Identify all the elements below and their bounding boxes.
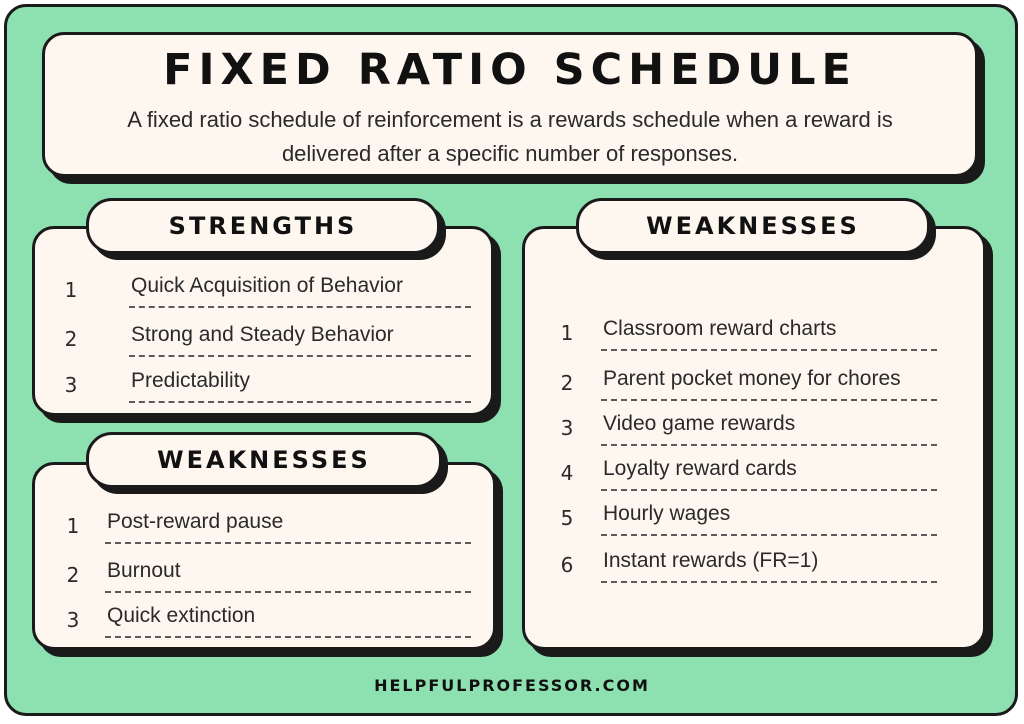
weaknesses-left-heading: WEAKNESSES bbox=[86, 432, 442, 488]
item-number: 2 bbox=[64, 327, 78, 351]
item-label: Burnout bbox=[107, 559, 181, 582]
list-item bbox=[61, 274, 471, 308]
dashed-divider bbox=[601, 534, 937, 536]
header-card bbox=[42, 32, 978, 177]
item-number: 6 bbox=[560, 553, 574, 577]
page-title: FIXED RATIO SCHEDULE bbox=[163, 45, 857, 95]
dashed-divider bbox=[601, 399, 937, 401]
item-number: 2 bbox=[66, 563, 80, 587]
dashed-divider bbox=[105, 542, 471, 544]
item-number: 1 bbox=[66, 514, 80, 538]
dashed-divider bbox=[105, 591, 471, 593]
item-label: Classroom reward charts bbox=[603, 317, 837, 340]
list-item bbox=[63, 510, 471, 544]
weaknesses-left-card bbox=[32, 462, 496, 650]
item-label: Hourly wages bbox=[603, 502, 731, 525]
list-item bbox=[557, 317, 937, 351]
dashed-divider bbox=[129, 306, 471, 308]
dashed-divider bbox=[601, 581, 937, 583]
item-number: 1 bbox=[64, 278, 78, 302]
list-item bbox=[63, 604, 471, 638]
list-item bbox=[557, 502, 937, 536]
dashed-divider bbox=[601, 349, 937, 351]
page-subtitle: A fixed ratio schedule of reinforcement is a rewards schedule when a reward is delivered after a specific number of responses. bbox=[127, 107, 893, 166]
list-item bbox=[63, 559, 471, 593]
item-number: 3 bbox=[64, 373, 78, 397]
item-label: Predictability bbox=[131, 369, 251, 392]
item-number: 3 bbox=[66, 608, 80, 632]
item-label: Loyalty reward cards bbox=[603, 457, 797, 480]
item-label: Quick Acquisition of Behavior bbox=[131, 274, 403, 297]
item-number: 3 bbox=[560, 416, 574, 440]
item-number: 4 bbox=[560, 461, 574, 485]
dashed-divider bbox=[601, 444, 937, 446]
strengths-heading: STRENGTHS bbox=[86, 198, 440, 254]
item-label: Quick extinction bbox=[107, 604, 256, 627]
dashed-divider bbox=[601, 489, 937, 491]
list-item bbox=[61, 369, 471, 403]
item-label: Instant rewards (FR=1) bbox=[603, 549, 819, 572]
list-item bbox=[557, 412, 937, 446]
list-item bbox=[557, 367, 937, 401]
list-item bbox=[557, 457, 937, 491]
dashed-divider bbox=[105, 636, 471, 638]
item-label: Post-reward pause bbox=[107, 510, 284, 533]
list-item bbox=[557, 549, 937, 583]
site-credit: HELPFULPROFESSOR.COM bbox=[374, 676, 650, 695]
item-label: Parent pocket money for chores bbox=[603, 367, 901, 390]
list-item bbox=[61, 323, 471, 357]
dashed-divider bbox=[129, 401, 471, 403]
item-label: Strong and Steady Behavior bbox=[131, 323, 394, 346]
dashed-divider bbox=[129, 355, 471, 357]
item-number: 5 bbox=[560, 506, 574, 530]
item-number: 2 bbox=[560, 371, 574, 395]
weaknesses-right-card bbox=[522, 226, 986, 650]
item-label: Video game rewards bbox=[603, 412, 796, 435]
item-number: 1 bbox=[560, 321, 574, 345]
weaknesses-right-heading: WEAKNESSES bbox=[576, 198, 930, 254]
strengths-card bbox=[32, 226, 494, 416]
